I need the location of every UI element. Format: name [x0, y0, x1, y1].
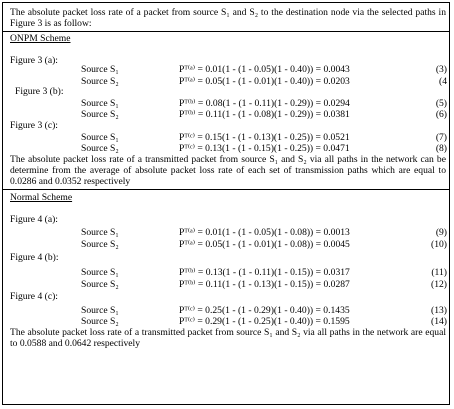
onpm-heading: ONPM Scheme [10, 33, 71, 44]
source-label: Source S₁ [81, 267, 119, 278]
equation-number: (8) [435, 143, 447, 154]
equation-number: (14) [431, 316, 447, 327]
figure-label: Figure 4 (c): [10, 291, 58, 302]
normal-summary: The absolute packet loss rate of a transmitted packet from source S₁ and S₂ via all paths in the network are equal to 0.0588 and 0.0642 respectively [10, 327, 446, 349]
source-label: Source S₁ [81, 227, 119, 238]
formula: Pᵀ⁽ᶜ⁾ = 0.15(1 - (1 - 0.13)(1 - 0.25)) = 0.0521 [179, 132, 350, 143]
formula: Pᵀ⁽ᵃ⁾ = 0.01(1 - (1 - 0.05)(1 - 0.40)) = 0.0043 [179, 64, 350, 75]
divider [3, 31, 449, 32]
source-label: Source S₂ [81, 143, 119, 154]
source-label: Source S₁ [81, 64, 119, 75]
formula: Pᵀ⁽ᵇ⁾ = 0.11(1 - (1 - 0.08)(1 - 0.29)) = 0.0381 [179, 109, 350, 120]
figure-label: Figure 3 (b): [15, 86, 64, 97]
equation-number: (9) [435, 227, 447, 238]
equation-number: (3) [435, 64, 447, 75]
normal-heading: Normal Scheme [10, 192, 73, 203]
source-label: Source S₂ [81, 279, 119, 290]
figure-label: Figure 3 (c): [10, 120, 58, 131]
source-label: Source S₂ [81, 316, 119, 327]
formula: Pᵀ⁽ᶜ⁾ = 0.13(1 - (1 - 0.15)(1 - 0.25)) = 0.0471 [179, 143, 350, 154]
equation-number: (4 [439, 76, 447, 87]
formula: Pᵀ⁽ᵇ⁾ = 0.08(1 - (1 - 0.11)(1 - 0.29)) = 0.0294 [179, 98, 350, 109]
figure-label: Figure 4 (b): [10, 252, 59, 263]
equation-number: (6) [435, 109, 447, 120]
source-label: Source S₂ [81, 76, 119, 87]
equation-number: (5) [435, 98, 447, 109]
onpm-summary: The absolute packet loss rate of a transmitted packet from source S₁ and S₂ via all paths in the network can be determine from the average of absolute packet loss rate of each set of transmission paths which are equal to 0.0286 and 0.0352 respectively [10, 154, 446, 187]
equation-number: (12) [431, 279, 447, 290]
source-label: Source S₁ [81, 132, 119, 143]
document-frame [2, 2, 450, 405]
figure-label: Figure 4 (a): [10, 214, 58, 225]
formula: Pᵀ⁽ᶜ⁾ = 0.25(1 - (1 - 0.29)(1 - 0.40)) = 0.1435 [179, 305, 350, 316]
formula: Pᵀ⁽ᵃ⁾ = 0.05(1 - (1 - 0.01)(1 - 0.40)) = 0.0203 [179, 76, 350, 87]
formula: Pᵀ⁽ᵃ⁾ = 0.05(1 - (1 - 0.01)(1 - 0.08)) = 0.0045 [179, 239, 350, 250]
formula: Pᵀ⁽ᵃ⁾ = 0.01(1 - (1 - 0.05)(1 - 0.08)) = 0.0013 [179, 227, 350, 238]
equation-number: (13) [431, 305, 447, 316]
formula: Pᵀ⁽ᵇ⁾ = 0.11(1 - (1 - 0.13)(1 - 0.15)) = 0.0287 [179, 279, 350, 290]
source-label: Source S₂ [81, 239, 119, 250]
equation-number: (7) [435, 132, 447, 143]
source-label: Source S₂ [81, 109, 119, 120]
figure-label: Figure 3 (a): [10, 55, 58, 66]
intro-paragraph: The absolute packet loss rate of a packet from source S₁ and S₂ to the destination node via the selected paths in Figure 3 is as follow: [10, 7, 446, 29]
formula: Pᵀ⁽ᵇ⁾ = 0.13(1 - (1 - 0.11)(1 - 0.15)) = 0.0317 [179, 267, 350, 278]
equation-number: (10) [431, 239, 447, 250]
formula: Pᵀ⁽ᶜ⁾ = 0.29(1 - (1 - 0.25)(1 - 0.40)) = 0.1595 [179, 316, 350, 327]
source-label: Source S₁ [81, 305, 119, 316]
source-label: Source S₁ [81, 98, 119, 109]
equation-number: (11) [431, 267, 447, 278]
divider [3, 189, 449, 190]
